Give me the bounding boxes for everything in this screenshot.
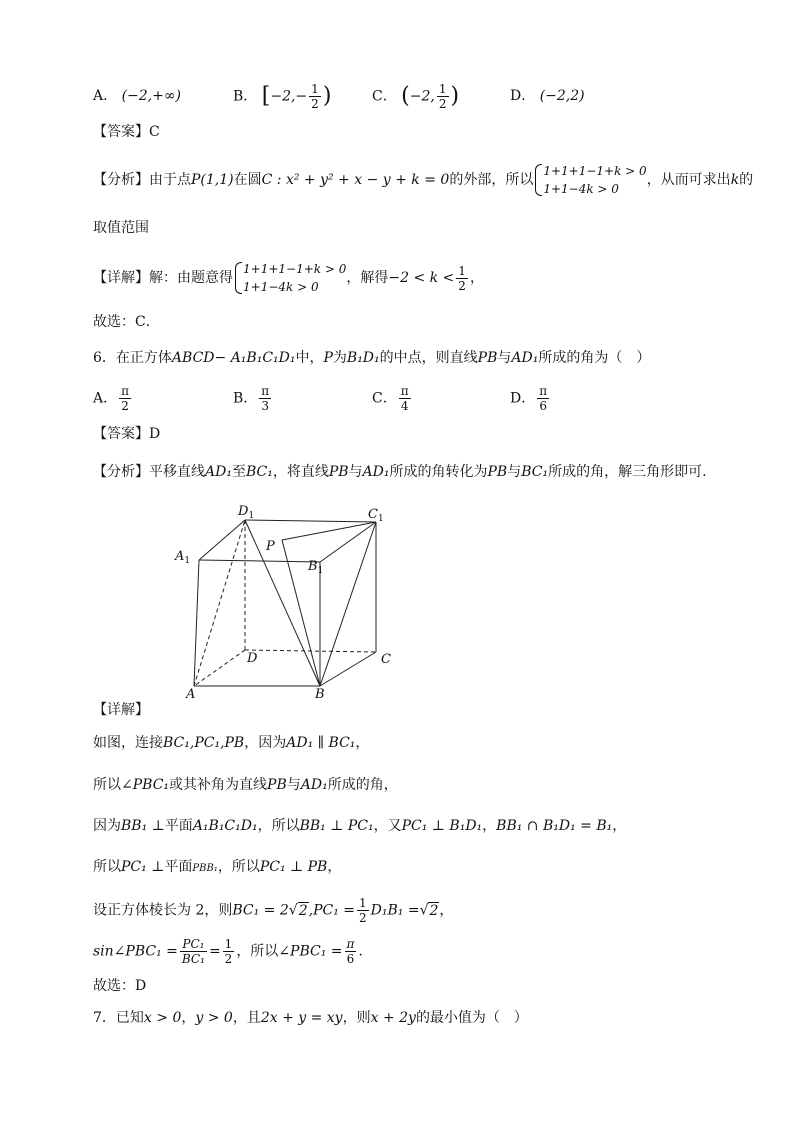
math: sin∠PBC₁ = [93,943,178,960]
math: ∠PBC₁ [121,777,170,793]
math: 2 [298,902,308,919]
fraction [357,896,369,925]
option-label: C． [372,390,397,407]
math: ABCD− A₁B₁C₁D₁ [171,350,296,366]
math: C : x² + y² + x − y + k = 0 [261,172,450,188]
system-row: 1+1−4k > 0 [543,182,619,196]
math: AD₁ ∥ BC₁ [286,735,356,751]
q5-analysis [93,162,753,198]
inequality-system [233,260,346,296]
denominator: 4 [400,399,409,413]
label-c: C [381,652,391,667]
label-p: P [266,539,275,554]
math: A₁B₁C₁D₁ [192,818,258,834]
text: ，将直线 [272,464,329,480]
math: PB [477,350,498,366]
inequality-system [533,162,646,198]
bracket: [ [261,83,271,109]
text: ， [469,270,484,286]
label-c1: $C_1$ [368,507,384,524]
text: 设正方体棱长为 2，则 [93,902,233,919]
fraction [399,384,411,413]
q6-stem [93,348,650,368]
sqrt-symbol: √ [288,902,298,919]
math: 2 [429,902,439,919]
text: 所以 [93,859,121,875]
text: 如图，连接 [93,735,163,751]
denominator: 2 [438,97,447,111]
option-label: D． [510,390,536,407]
math: PC₁ ⊥ PB [259,859,328,875]
text: 为 [332,350,347,366]
option-label: A． [93,88,118,104]
sqrt-symbol: √ [419,902,429,919]
q6-analysis [93,462,707,482]
denominator: 2 [121,399,129,413]
text: ，因为 [244,735,287,751]
label-a: A [186,687,196,702]
label-d: D [247,651,258,666]
fraction [309,82,321,111]
fraction [259,384,271,413]
q5-analysis-continued: 取值范围 [93,220,149,236]
option-label: D． [510,88,536,104]
math: x + 2y [370,1010,416,1026]
text: 的中点，则直线 [379,350,478,366]
text: 所成的角为（ ） [538,350,651,366]
text: 由于点 [149,172,191,188]
numerator: 1 [438,82,447,96]
text: 所成的角，解三角形即可. [548,464,707,480]
numerator: π [261,384,270,398]
math: ,PC₁ = [308,902,355,919]
text: 与 [348,464,363,480]
fraction [537,384,549,413]
denominator: BC₁ [181,952,205,966]
text: ， [181,1010,196,1026]
math: PBB₁ [192,863,218,874]
math: PC₁ ⊥ B₁D₁ [401,818,483,834]
fraction [119,384,131,413]
q5-choose: 故选：C． [93,314,160,330]
math: PB [487,464,508,480]
detail-tag: 【详解】 [93,270,149,286]
detail-tag: 【详解】 [93,702,149,718]
numerator: PC₁ [180,937,207,952]
text: ，所以 [217,859,260,875]
fraction [456,264,468,293]
text: 6．在正方体 [93,350,172,366]
option-value: −2, [409,88,435,105]
bracket: ) [450,83,460,109]
math: BC₁,PC₁,PB [163,735,245,751]
q6-detail-line-6 [93,937,363,966]
option-value: (−2,2) [539,88,585,104]
text: ， [482,818,497,834]
denominator: 3 [261,399,270,413]
text: ， [612,818,627,834]
math: BC₁ = 2 [232,902,289,919]
q5-option-d [510,86,585,106]
math: P(1,1) [191,172,234,188]
math: B₁D₁ [346,350,380,366]
math: BC₁ [521,464,549,480]
math: PB [328,464,349,480]
text: 中， [295,350,324,366]
bracket: ) [322,83,332,109]
text: . [358,943,363,960]
q6-detail-line-4 [93,857,341,879]
q6-detail-line-5 [93,896,453,925]
q6-detail-line-1 [93,733,369,753]
math: y > 0 [195,1010,233,1026]
option-label: A． [93,390,118,407]
q6-answer [93,424,160,444]
text: 所成的角转化为 [389,464,488,480]
q5-option-c [372,82,459,111]
math: x > 0 [143,1010,182,1026]
fraction [223,937,235,966]
q6-choose: 故选：D [93,978,147,994]
denominator: 2 [359,911,367,925]
text: ，解得 [346,270,389,286]
answer-value: C [149,124,160,140]
answer-value: D [149,426,161,442]
numerator: 1 [458,263,466,278]
text: 或其补角为直线 [169,777,268,793]
math: = [208,943,221,960]
text: ，又 [373,818,402,834]
q6-detail-tag [93,700,149,720]
text: 所以 [93,777,121,793]
denominator: 2 [224,952,233,966]
text: 因为 [93,818,121,834]
label-d1: $D_1$ [238,504,255,521]
analysis-tag: 【分析】 [93,172,149,188]
numerator: π [539,384,548,398]
option-label: C． [372,88,397,105]
text: ， [355,735,370,751]
text: 解：由题意得 [149,270,233,286]
fraction [437,82,449,111]
math: PB [267,777,287,793]
numerator: π [121,384,130,398]
option-value: −2,− [270,88,308,105]
math: PC₁ ⊥ [121,859,165,875]
text: 在圆 [233,172,262,188]
label-a1: $A_1$ [175,549,191,566]
text: 所成的角， [327,777,398,793]
system-row: 1+1+1−1+k > 0 [543,164,647,178]
math: D₁B₁ = [370,902,420,919]
denominator: 6 [539,399,547,413]
numerator: π [400,384,409,398]
numerator: 1 [359,896,367,910]
q6-detail-line-2 [93,775,398,795]
text: 的外部，所以 [449,172,534,188]
label-b: B [315,687,325,702]
math: k [730,172,740,188]
fraction [180,937,207,966]
math: AD₁ [300,777,328,793]
text: 平移直线 [149,464,205,480]
analysis-tag: 【分析】 [93,464,149,480]
system-row: 1+1−4k > 0 [243,280,319,294]
text: ， [439,902,454,919]
q5-detail [93,260,484,296]
math: ∠PBC₁ = [278,943,343,960]
q5-option-a [93,86,181,106]
numerator: 1 [311,82,319,96]
numerator: π [346,937,355,951]
text: ，则 [342,1010,371,1026]
math: BB₁ ⊥ [121,818,165,834]
text: 与 [507,464,522,480]
math: P [323,350,333,366]
q6-option-d [510,384,551,413]
answer-tag: 【答案】 [93,124,149,140]
text: 7．已知 [93,1010,144,1026]
text: ，所以 [257,818,300,834]
math: BB₁ ∩ B₁D₁ = B₁ [496,818,613,834]
q6-option-c [372,384,413,413]
cube-figure [170,498,410,704]
q6-option-b [233,384,273,413]
text: ，且 [232,1010,261,1026]
text: ， [327,859,342,875]
math: AD₁ [205,464,232,480]
q7-stem [93,1008,528,1028]
option-label: B． [233,88,258,105]
math: BB₁ ⊥ PC₁ [299,818,374,834]
system-row: 1+1+1−1+k > 0 [243,262,347,276]
text: 至 [231,464,246,480]
q6-option-a [93,384,133,413]
text: 的 [739,172,754,188]
denominator: 2 [458,278,466,293]
text: 与 [497,350,512,366]
bracket: ( [401,83,410,109]
numerator: 1 [224,937,233,951]
q6-detail-line-3 [93,816,626,836]
text: 与 [286,777,301,793]
answer-tag: 【答案】 [93,426,149,442]
option-label: B． [233,390,258,407]
math: 2x + y = xy [260,1010,343,1026]
q5-answer [93,122,160,142]
math: BC₁ [245,464,273,480]
option-value: (−2,+∞) [121,88,181,104]
text: ，从而可求出 [646,172,731,188]
text: 平面 [164,859,193,875]
text: 平面 [164,818,193,834]
fraction [345,937,357,966]
text: 的最小值为（ ） [415,1010,528,1026]
label-b1: $B_1$ [308,559,324,576]
text: ，所以 [236,943,279,960]
denominator: 6 [346,952,355,966]
math: AD₁ [362,464,390,480]
math: −2 < k < [388,270,455,286]
denominator: 2 [311,97,319,111]
math: AD₁ [511,350,539,366]
q5-option-b [233,82,331,111]
